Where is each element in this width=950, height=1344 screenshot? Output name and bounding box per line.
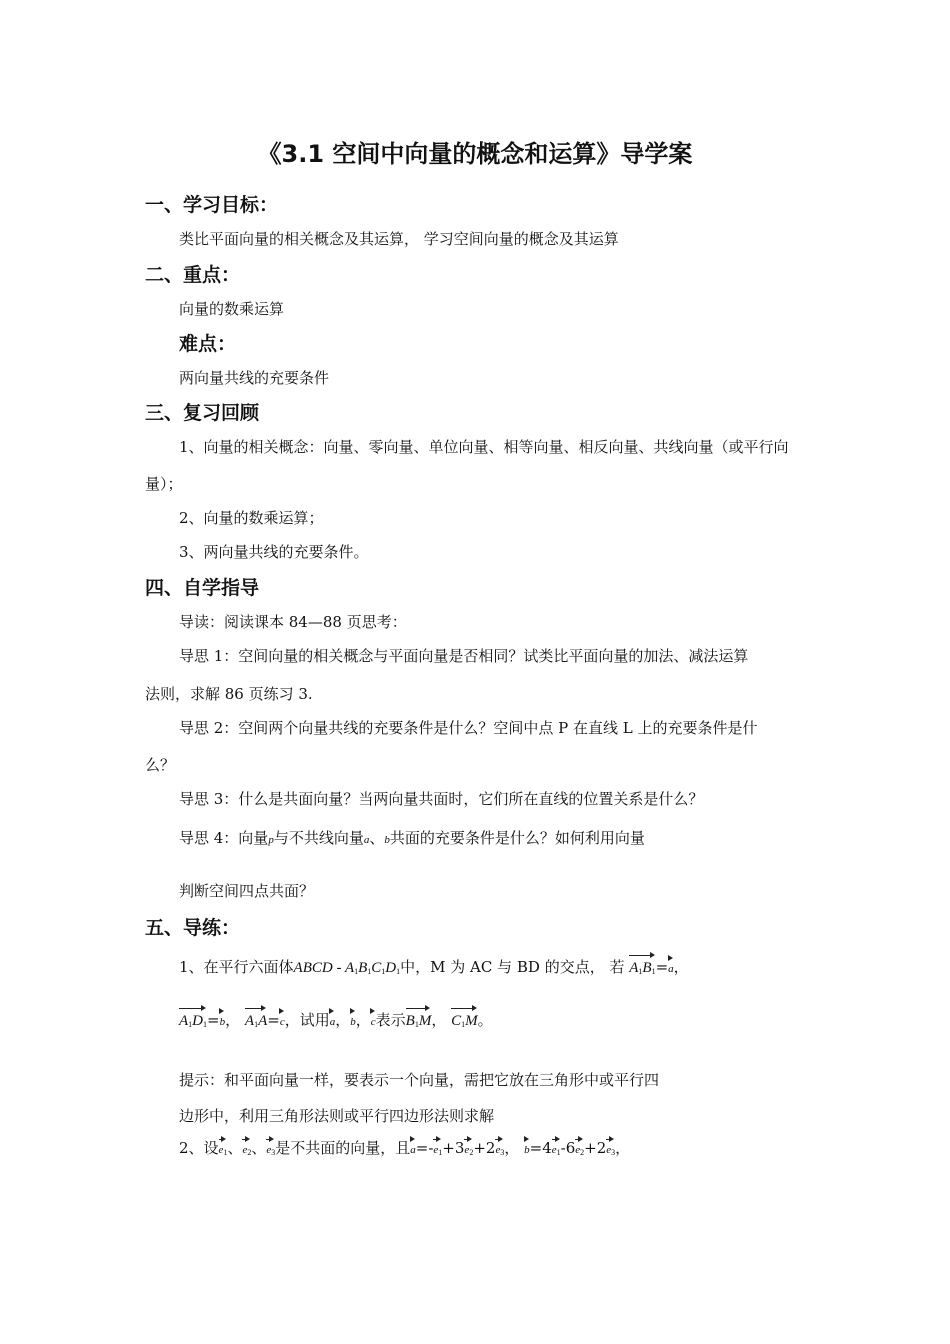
- hint-line2: 边形中，利用三角形法则或平行四边形法则求解: [179, 1107, 495, 1125]
- self-study-intro: 导读：阅读课本 84—88 页思考：: [179, 613, 407, 631]
- review-item-3: 3、两向量共线的充要条件。: [179, 543, 369, 561]
- question-2b: 么？: [145, 756, 176, 774]
- hint-line1: 提示：和平面向量一样，要表示一个向量，需把它放在三角形中或平行四: [179, 1071, 660, 1089]
- question-3: 导思 3：什么是共面向量？当两向量共面时，它们所在直线的位置关系是什么？: [179, 790, 704, 808]
- vector-a: a: [668, 958, 674, 975]
- section-heading-self-study: 四、自学指导: [145, 577, 260, 599]
- vector-b: b: [220, 1011, 226, 1028]
- section-heading-key-points: 二、重点：: [145, 264, 241, 286]
- question-1b: 法则，求解 86 页练习 3.: [145, 685, 313, 703]
- vector-c: c: [280, 1011, 285, 1028]
- difficulty-text: 两向量共线的充要条件: [179, 369, 330, 387]
- vector-b1m: B1M: [406, 1008, 432, 1029]
- review-item-2: 2、向量的数乘运算；: [179, 509, 324, 527]
- vector-e3-term: e3: [495, 1139, 504, 1157]
- exercise-1-line1: 1、在平行六面体ABCD - A1B1C1D1中，M 为 AC 与 BD 的交点， 若 A1B1=a，: [179, 955, 689, 977]
- exercise-1-line2: A1D1=b， A1A=c，试用a，b，c表示B1M， C1M。: [179, 1008, 493, 1030]
- section-heading-review: 三、复习回顾: [145, 402, 260, 424]
- exercise-2: 2、设e1、e2、e3是不共面的向量，且a=-e1+3e2+2e3， b=4e1-6e2+2e3，: [179, 1139, 631, 1157]
- key-points-text: 向量的数乘运算: [179, 300, 285, 318]
- review-item-1a: 1、向量的相关概念：向量、零向量、单位向量、相等向量、相反向量、共线向量（或平行向: [179, 438, 789, 456]
- section-heading-goals: 一、学习目标：: [145, 194, 279, 216]
- question-1a: 导思 1：空间向量的相关概念与平面向量是否相同？试类比平面向量的加法、减法运算: [179, 647, 749, 665]
- vector-c-ref: c: [371, 1011, 376, 1028]
- vector-e2: e2: [242, 1139, 251, 1157]
- parallelepiped-label: ABCD - A1B1C1D1: [293, 960, 401, 976]
- difficulty-heading: 难点：: [179, 333, 237, 355]
- vector-e1: e1: [219, 1139, 228, 1157]
- question-2a: 导思 2：空间两个向量共线的充要条件是什么？空间中点 P 在直线 L 上的充要条件是什: [179, 719, 758, 737]
- vector-b-ref: b: [350, 1011, 356, 1028]
- vector-b-def: b: [524, 1139, 530, 1156]
- vector-a-ref: a: [330, 1011, 336, 1028]
- vector-e3-term-b: e3: [606, 1139, 615, 1157]
- vector-e1-term-b: e1: [552, 1139, 561, 1157]
- vector-a1d1: A1D1: [179, 1008, 207, 1029]
- vector-c1m: C1M: [451, 1008, 478, 1029]
- vector-a1b1: A1B1: [629, 955, 655, 976]
- vector-e2-term-b: e2: [575, 1139, 584, 1157]
- vector-a1a: A1A: [245, 1008, 267, 1029]
- vector-e1-term: e1: [433, 1139, 442, 1157]
- question-4-line2: 判断空间四点共面？: [179, 882, 315, 900]
- question-4: 导思 4：向量p与不共线向量a、b共面的充要条件是什么？如何利用向量: [179, 829, 645, 847]
- vector-a-def: a: [410, 1139, 416, 1156]
- vector-e2-term: e2: [464, 1139, 473, 1157]
- page-title: 《3.1 空间中向量的概念和运算》导学案: [257, 140, 693, 168]
- vector-e3: e3: [266, 1139, 275, 1157]
- goals-text: 类比平面向量的相关概念及其运算， 学习空间向量的概念及其运算: [179, 230, 619, 248]
- review-item-1b: 量）；: [145, 475, 183, 493]
- section-heading-practice: 五、导练：: [145, 917, 241, 939]
